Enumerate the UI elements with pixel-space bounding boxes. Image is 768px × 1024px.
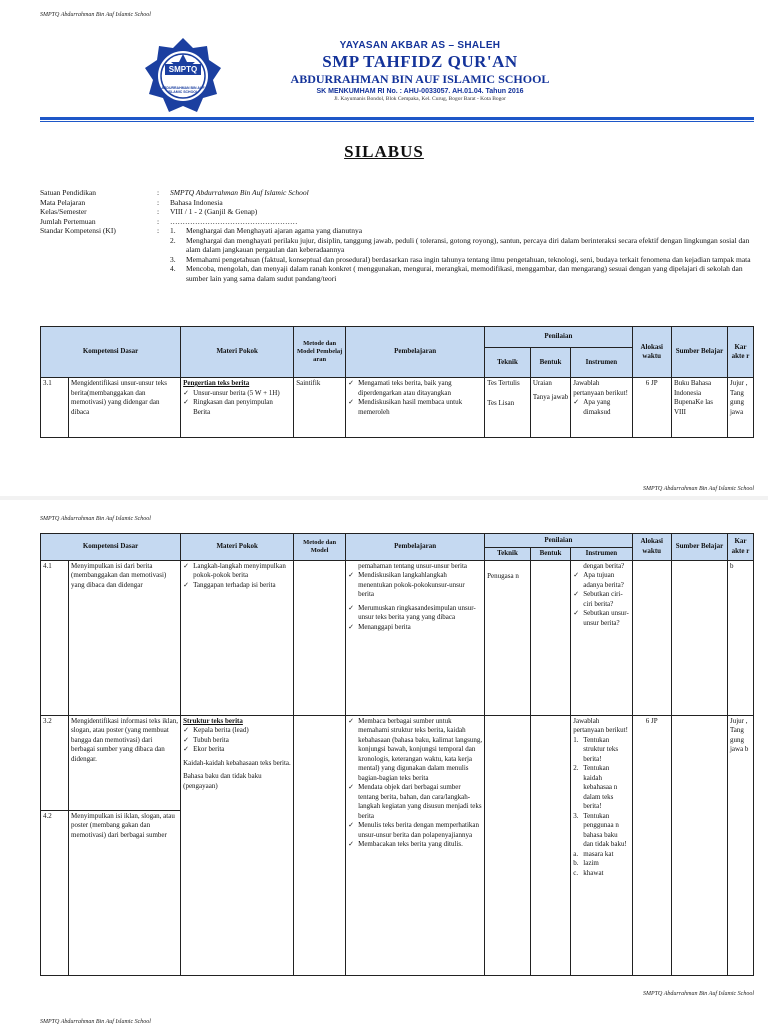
foundation-name: YAYASAN AKBAR AS – SHALEH <box>339 40 501 51</box>
school-subtitle: ABDURRAHMAN BIN AUF ISLAMIC SCHOOL <box>290 72 550 86</box>
kd-number: 4.1 <box>41 560 69 715</box>
check-icon: ✓ <box>573 571 580 579</box>
page-header-note: SMPTQ Abdurrahman Bin Auf Islamic School <box>40 12 151 18</box>
syllabus-info <box>40 188 760 283</box>
col-metode: Metode dan Model <box>294 534 346 561</box>
check-icon: ✓ <box>348 398 354 406</box>
alokasi-cell <box>632 560 671 715</box>
logo-text-bottom: ABDURRAHMAN BIN AUF ISLAMIC SCHOOL <box>161 86 205 94</box>
check-icon: ✓ <box>348 603 354 612</box>
info-row: Jumlah Pertemuan : …………………………………………… <box>40 216 298 226</box>
alokasi-cell: 6 JP <box>632 715 671 975</box>
page-footer-note: SMPTQ Abdurrahman Bin Auf Islamic School <box>643 991 754 997</box>
karakter-cell: b <box>727 560 753 715</box>
check-icon: ✓ <box>183 561 189 570</box>
check-icon: ✓ <box>348 840 354 848</box>
check-icon: ✓ <box>348 571 354 579</box>
table-row <box>41 560 754 715</box>
col-kompetensi-dasar: Kompetensi Dasar <box>41 534 181 561</box>
info-row-ki: Standar Kompetensi (KI) : 1. Menghargai dan Menghayati ajaran agama yang dianutnya 2. Menghargai dan menghayati perilaku jujur, disiplin, tanggung jawab, peduli ( toleransi, gotong royong), santun, percaya diri dalam berinteraksi secara efektif dengan lingkungan sosial dan alam dalam jangkauan pergaulan dan keberadaannya 3. Memahami pengetahuan (faktual, konseptual dan prosedural) berdasarkan rasa ingin tahunya tentang ilmu pengetahuan, teknologi, seni, budaya terkait fenomena dan kejadian tampak mata 4. Mencoba, mengolah, dan menyaji dalam ranah konkret ( menggunakan, mengurai, merangkai, memodifikasi, menggambar, dan mengarang) sesuai dengan yang dipelajari di sekolah dan sumber lain yang sama dalam sudut pandang/teori <box>40 226 760 283</box>
materi-title: Pengertian teks berita <box>183 379 250 387</box>
check-icon: ✓ <box>183 580 189 589</box>
page-header-note: SMPTQ Abdurrahman Bin Auf Islamic School <box>40 1019 151 1024</box>
pembelajaran-cell: ✓ Membaca berbagai sumber untuk memahami struktur teks berita, kaidah kebahasaan (bahasa baku, kalimat langsung, konjungsi bawah, konjungsi temporal dan kronologis, keterangan waktu, kata kerja mental) yang digunakan dalam menulis bagian-bagian teks berita ✓ Mendata objek dari berbagai sumber tentang berita, bahan, dan cara/langkah-langkah kegiatan yang disusun menjadi teks berita ✓ Menulis teks berita dengan memperhatikan unsur-unsur berita dan polapenyajiannya ✓ Membacakan teks berita yang ditulis. <box>346 715 485 975</box>
check-icon: ✓ <box>573 590 580 598</box>
kd-text: Menyimpulkan isi dari berita (membanggakan dan memotivasi) yang dibaca dan didengar <box>69 560 181 715</box>
school-address: Jl. Kayumanis Bondol, Blok Cempaka, Kel. Curug, Bogor Barat - Kota Bogor <box>333 96 506 102</box>
ki-item: 4. Mencoba, mengolah, dan menyaji dalam ranah konkret ( menggunakan, mengurai, merangkai, memodifikasi, menggambar, dan mengarang) sesuai dengan yang dipelajari di sekolah dan sumber lain yang sama dalam sudut pandang/teori <box>170 264 743 283</box>
school-name: SMP TAHFIDZ QUR'AN <box>322 52 518 71</box>
karakter-cell: Jujur , Tang gung jawa <box>727 378 753 438</box>
info-row: Mata Pelajaran : Bahasa Indonesia <box>40 197 223 207</box>
page-header-note: SMPTQ Abdurrahman Bin Auf Islamic School <box>40 516 151 522</box>
instrumen-cell: dengan berita? ✓ Apa tujuan adanya berita? ✓ Sebutkan ciri-ciri berita? ✓ Sebutkan unsur-unsur berita? <box>571 560 632 715</box>
col-penilaian: Penilaian <box>485 327 632 348</box>
col-materi-pokok: Materi Pokok <box>181 327 294 378</box>
metode-cell: Saintifik <box>294 378 346 438</box>
page-footer-note: SMPTQ Abdurrahman Bin Auf Islamic School <box>643 486 754 492</box>
col-sumber: Sumber Belajar <box>671 327 727 378</box>
ki-list <box>170 226 760 283</box>
page-1 <box>0 0 768 496</box>
col-instrumen: Instrumen <box>571 348 632 378</box>
kd-number: 3.2 <box>41 715 69 810</box>
col-metode: Metode dan Model Pembelaj aran <box>294 327 346 378</box>
sumber-cell <box>671 560 727 715</box>
kd-text: Menyimpulkan isi iklan, slogan, atau poster (membang gakan dan memotivasi) dari berbagai sumber <box>69 810 181 975</box>
instrumen-cell: Jawablah pertanyaan berikut! ✓ Apa yang dimaksud <box>571 378 632 438</box>
syllabus-table-1 <box>40 326 754 438</box>
check-icon: ✓ <box>183 388 189 397</box>
instrumen-cell: Jawablah pertanyaan berikut! 1. Tentukan struktur teks berita! 2. Tentukan kaidah kebahasaa n dalam teks berita! 3. Tentukan penggunaa n bahasa baku dan tidak baku! a. masara kat b. lazim c. khawat <box>571 715 632 975</box>
kd-text: Mengidentifikasi unsur-unsur teks berita(membanggakan dan memotivasi) yang didengar dan dibaca <box>69 378 181 438</box>
teknik-cell <box>485 715 531 975</box>
check-icon: ✓ <box>573 609 580 617</box>
col-pembelajaran: Pembelajaran <box>346 327 485 378</box>
check-icon: ✓ <box>348 783 354 791</box>
kd-number: 3.1 <box>41 378 69 438</box>
col-teknik: Teknik <box>485 548 531 561</box>
teknik-cell: Penugasa n <box>485 560 531 715</box>
document-title: SILABUS <box>344 142 424 161</box>
school-logo <box>143 36 223 116</box>
materi-cell: Struktur teks berita ✓ Kepala berita (lead) ✓ Tubuh berita ✓ Ekor berita Kaidah-kaidah kebahasaan teks berita. Bahasa baku dan tidak baku (pengayaan) <box>181 715 294 975</box>
check-icon: ✓ <box>183 726 189 734</box>
pembelajaran-cell: pemahaman tentang unsur-unsur berita ✓ Mendiskusikan langkahlangkah menentukan pokok-pokokunsur-unsur berita ✓ Merumuskan ringkasandesimpulan unsur-unsur teks berita yang yang dibaca ✓ Menanggapi berita <box>346 560 485 715</box>
materi-cell: ✓ Langkah-langkah menyimpulkan pokok-pokok berita ✓ Tanggapan terhadap isi berita <box>181 560 294 715</box>
bentuk-cell <box>530 560 570 715</box>
decree-number: SK MENKUMHAM RI No. : AHU-0033057. AH.01.04. Tahun 2016 <box>316 88 524 95</box>
bentuk-cell <box>530 715 570 975</box>
check-icon: ✓ <box>348 821 354 829</box>
check-icon: ✓ <box>183 398 189 406</box>
kd-number: 4.2 <box>41 810 69 975</box>
letterhead <box>240 40 600 102</box>
check-icon: ✓ <box>183 735 189 744</box>
check-icon: ✓ <box>348 622 354 631</box>
col-alokasi: Alokasi waktu <box>632 327 671 378</box>
col-bentuk: Bentuk <box>530 548 570 561</box>
info-row: Kelas/Semester : VIII / 1 - 2 (Ganjil & Genap) <box>40 207 258 216</box>
col-alokasi: Alokasi waktu <box>632 534 671 561</box>
bentuk-cell: Uraian Tanya jawab <box>530 378 570 438</box>
page-2 <box>0 500 768 1016</box>
col-karakter: Kar akte r <box>727 327 753 378</box>
col-bentuk: Bentuk <box>530 348 570 378</box>
metode-cell <box>294 560 346 715</box>
letterhead-rule-thin <box>40 121 754 122</box>
ki-item: 3. Memahami pengetahuan (faktual, konseptual dan prosedural) berdasarkan rasa ingin tahunya tentang ilmu pengetahuan, teknologi, seni, budaya terkait fenomena dan kejadian tampak mata <box>170 254 751 264</box>
check-icon: ✓ <box>348 379 354 387</box>
check-icon: ✓ <box>348 716 354 725</box>
info-row: Satuan Pendidikan : SMPTQ Abdurrahman Bin Auf Islamic School <box>40 188 309 197</box>
check-icon: ✓ <box>573 398 580 406</box>
check-icon: ✓ <box>183 745 189 753</box>
col-teknik: Teknik <box>485 348 531 378</box>
col-karakter: Kar akte r <box>727 534 753 561</box>
col-sumber: Sumber Belajar <box>671 534 727 561</box>
col-materi-pokok: Materi Pokok <box>181 534 294 561</box>
logo-text-top: SMPTQ <box>168 65 198 74</box>
col-kompetensi-dasar: Kompetensi Dasar <box>41 327 181 378</box>
col-penilaian: Penilaian <box>485 534 632 548</box>
sumber-cell: Buku Bahasa Indonesia BupenaKe las VIII <box>671 378 727 438</box>
col-pembelajaran: Pembelajaran <box>346 534 485 561</box>
syllabus-table-2 <box>40 533 754 976</box>
teknik-cell: Tes Tertulis Tes Lisan <box>485 378 531 438</box>
sumber-cell <box>671 715 727 975</box>
letterhead-rule <box>40 117 754 120</box>
page-3 <box>0 1016 768 1024</box>
karakter-cell: Jujur , Tang gung jawa b <box>727 715 753 975</box>
kd-text: Mengidentifikasi informasi teks iklan, slogan, atau poster (yang membuat bangga dan memotivasi) dari berbagai sumber yang dibaca dan didengar. <box>69 715 181 810</box>
table-row <box>41 715 754 810</box>
alokasi-cell: 6 JP <box>632 378 671 438</box>
table-row <box>41 378 754 438</box>
ki-item: 2. Menghargai dan menghayati perilaku jujur, disiplin, tanggung jawab, peduli ( toleransi, gotong royong), santun, percaya diri dalam berinteraksi secara efektif dengan lingkungan sosial dan alam dalam jangkauan pergaulan dan keberadaannya <box>170 235 750 254</box>
materi-cell: Pengertian teks berita ✓ Unsur-unsur berita (5 W + 1H) ✓ Ringkasan dan penyimpulan Berita <box>181 378 294 438</box>
metode-cell <box>294 715 346 975</box>
ki-item: 1. Menghargai dan Menghayati ajaran agama yang dianutnya <box>170 226 363 235</box>
col-instrumen: Instrumen <box>571 548 632 561</box>
materi-title: Struktur teks berita <box>183 716 243 725</box>
pembelajaran-cell: ✓ Mengamati teks berita, baik yang diperdengarkan atau ditayangkan ✓ Mendiskusikan hasil membaca untuk memeroleh <box>346 378 485 438</box>
